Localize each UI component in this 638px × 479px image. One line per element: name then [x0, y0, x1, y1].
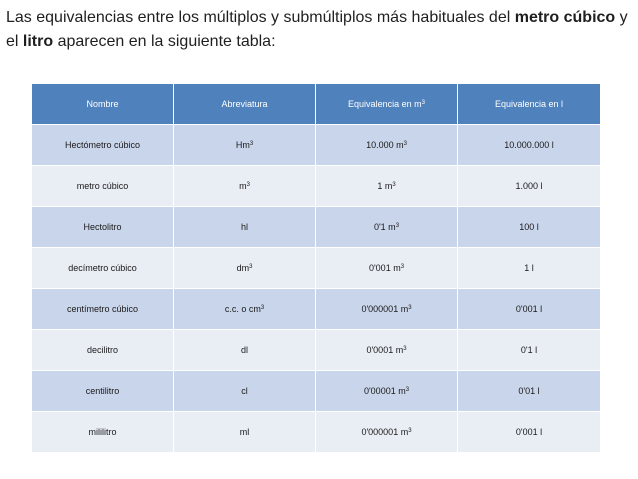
header-abreviatura: Abreviatura [174, 84, 316, 125]
cell-equivalencia-l: 1 l [458, 248, 601, 289]
table-row [32, 289, 601, 330]
table-row [32, 125, 601, 166]
cell-abreviatura: hl [174, 207, 316, 248]
cell-nombre: decímetro cúbico [32, 248, 174, 289]
cell-abreviatura: $m^3$ [174, 166, 316, 207]
cell-equivalencia-l: 0'001 l [458, 289, 601, 330]
intro-text-1: Las equivalencias entre los múltiplos y submúltiplos más habituales del [6, 9, 515, 26]
intro-bold-metro-cubico: metro cúbico [514, 9, 616, 26]
cell-nombre: centilitro [32, 371, 174, 412]
cell-nombre: mililitro [32, 412, 174, 453]
cell-equivalencia-m3: 0'000001 $m^3$ [316, 289, 458, 330]
table-header [32, 84, 601, 125]
equivalence-table [31, 83, 601, 453]
cell-equivalencia-l: 100 l [458, 207, 601, 248]
header-equivalencia-l: Equivalencia en l [458, 84, 601, 125]
table-row [32, 330, 601, 371]
header-row [32, 84, 601, 125]
cell-abreviatura: Hm$^3$ [174, 125, 316, 166]
cell-equivalencia-l: 10.000.000 l [458, 125, 601, 166]
cell-equivalencia-m3: 0'000001 $m^3$ [316, 412, 458, 453]
intro-bold-litro: litro [22, 33, 54, 50]
table-row [32, 412, 601, 453]
intro-text-2: y el [6, 9, 628, 50]
cell-nombre: metro cúbico [32, 166, 174, 207]
table-body [32, 125, 601, 453]
intro-paragraph [6, 6, 632, 54]
cell-abreviatura: ml [174, 412, 316, 453]
cell-equivalencia-m3: 10.000 $m^3$ [316, 125, 458, 166]
cell-abreviatura: cl [174, 371, 316, 412]
cell-nombre: Hectómetro cúbico [32, 125, 174, 166]
cell-equivalencia-m3: 1 $m^3$ [316, 166, 458, 207]
table-row [32, 207, 601, 248]
table-row [32, 166, 601, 207]
cell-equivalencia-m3: 0'001 $m^3$ [316, 248, 458, 289]
cell-nombre: decilitro [32, 330, 174, 371]
cell-equivalencia-l: 0'001 l [458, 412, 601, 453]
cell-equivalencia-l: 1.000 l [458, 166, 601, 207]
cell-equivalencia-l: 0'01 l [458, 371, 601, 412]
cell-abreviatura: dl [174, 330, 316, 371]
cell-nombre: Hectolitro [32, 207, 174, 248]
header-equivalencia-m3: Equivalencia en $m^3$ [316, 84, 458, 125]
cell-abreviatura: $dm^3$ [174, 248, 316, 289]
cell-equivalencia-m3: 0'00001 $m^3$ [316, 371, 458, 412]
table-row [32, 248, 601, 289]
cell-equivalencia-l: 0'1 l [458, 330, 601, 371]
header-nombre: Nombre [32, 84, 174, 125]
intro-text-3: aparecen en la siguiente tabla: [53, 33, 276, 50]
cell-equivalencia-m3: 0'0001 $m^3$ [316, 330, 458, 371]
table-row [32, 371, 601, 412]
cell-equivalencia-m3: 0'1 $m^3$ [316, 207, 458, 248]
cell-nombre: centímetro cúbico [32, 289, 174, 330]
cell-abreviatura: c.c. o $cm^3$ [174, 289, 316, 330]
